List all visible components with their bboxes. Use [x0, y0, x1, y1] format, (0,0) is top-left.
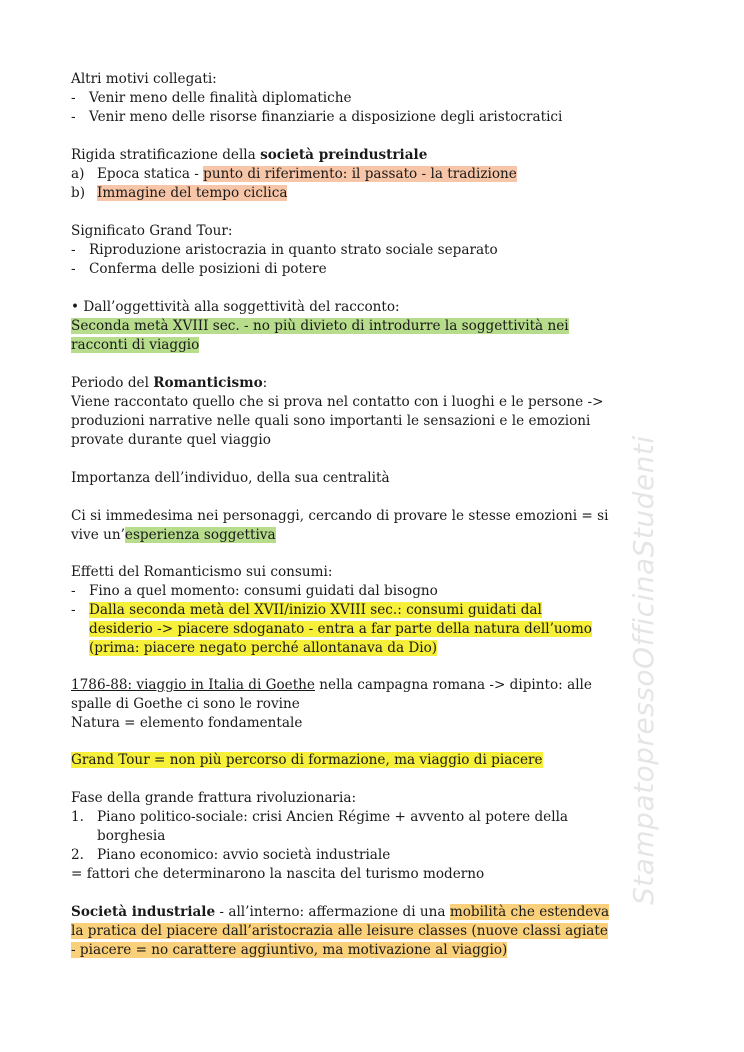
- paragraph-line: Importanza dell’individuo, della sua centralità: [71, 470, 390, 486]
- highlight-orange: Immagine del tempo ciclica: [97, 185, 288, 201]
- paragraph-line: Natura = elemento fondamentale: [71, 715, 303, 731]
- paragraph-line: = fattori che determinarono la nascita del turismo moderno: [71, 866, 485, 882]
- section-heading: Rigida stratificazione della società preindustriale: [71, 147, 428, 163]
- list-item: Fino a quel momento: consumi guidati dal bisogno: [89, 583, 438, 599]
- paragraph-line: produzioni narrative nelle quali sono importanti le sensazioni e le emozioni: [71, 413, 591, 429]
- highlight-yellow: Grand Tour = non più percorso di formazione, ma viaggio di piacere: [71, 752, 543, 768]
- list-item: Venir meno delle risorse finanziarie a disposizione degli aristocratici: [89, 109, 563, 125]
- list-marker: 2.: [71, 847, 84, 863]
- bullet-marker: -: [71, 90, 76, 106]
- bold-term: Romanticismo: [153, 375, 263, 391]
- paragraph-line: [71, 751, 543, 770]
- section-heading: • Dall’oggettività alla soggettività del racconto:: [71, 299, 400, 315]
- list-item: Conferma delle posizioni di potere: [89, 261, 327, 277]
- list-item: [97, 184, 287, 203]
- list-marker: 1.: [71, 809, 84, 825]
- list-item: [89, 601, 542, 620]
- list-item: Venir meno delle finalità diplomatiche: [89, 90, 352, 106]
- list-item: Epoca statica - punto di riferimento: il passato - la tradizione: [97, 166, 517, 182]
- highlight-green: racconti di viaggio: [71, 337, 200, 353]
- highlight-yellow: Dalla seconda metà del XVII/inizio XVIII sec.: consumi guidati dal: [89, 602, 542, 618]
- highlight-green: Seconda metà XVIII sec. - no più divieto di introdurre la soggettività nei: [71, 318, 569, 334]
- list-marker: b): [71, 185, 86, 201]
- list-item-continuation: borghesia: [97, 828, 166, 844]
- paragraph-line: vive un’esperienza soggettiva: [71, 527, 276, 543]
- section-heading: Altri motivi collegati:: [71, 71, 217, 87]
- list-item-continuation: [89, 620, 592, 639]
- bold-term: Società industriale: [71, 904, 216, 920]
- bullet-marker: -: [71, 242, 76, 258]
- paragraph-line: [71, 922, 608, 941]
- bullet-marker: -: [71, 109, 76, 125]
- section-heading: Fase della grande frattura rivoluzionaria:: [71, 790, 357, 806]
- paragraph-line: [71, 941, 507, 960]
- paragraph-line: [71, 336, 199, 355]
- section-heading: Effetti del Romanticismo sui consumi:: [71, 564, 333, 580]
- bullet-marker: -: [71, 261, 76, 277]
- highlight-yellow: (prima: piacere negato perché allontanava da Dio): [89, 640, 438, 656]
- highlight-orange: mobilità che estendeva: [449, 904, 610, 920]
- paragraph-line: spalle di Goethe ci sono le rovine: [71, 696, 300, 712]
- bullet-marker: -: [71, 583, 76, 599]
- highlight-orange: punto di riferimento: il passato - la tradizione: [203, 166, 517, 182]
- bold-term: società preindustriale: [260, 147, 428, 163]
- list-marker: a): [71, 166, 85, 182]
- highlight-orange: la pratica del piacere dall’aristocrazia alle leisure classes (nuove classi agiate: [71, 923, 608, 939]
- paragraph-line: Ci si immedesima nei personaggi, cercando di provare le stesse emozioni = si: [71, 508, 609, 524]
- paragraph-line: Viene raccontato quello che si prova nel contatto con i luoghi e le persone ->: [71, 394, 604, 410]
- list-item: Riproduzione aristocrazia in quanto strato sociale separato: [89, 242, 498, 258]
- watermark: StampatopressoOfficinaStudenti: [627, 435, 660, 905]
- paragraph-line: Società industriale - all’interno: affermazione di una mobilità che estendeva: [71, 904, 610, 920]
- bullet-marker: -: [71, 602, 76, 618]
- list-item: Piano economico: avvio società industriale: [97, 847, 391, 863]
- section-heading: Periodo del Romanticismo:: [71, 375, 268, 391]
- list-item: Piano politico-sociale: crisi Ancien Régime + avvento al potere della: [97, 809, 569, 825]
- paragraph-line: provate durante quel viaggio: [71, 432, 271, 448]
- highlight-orange: - piacere = no carattere aggiuntivo, ma motivazione al viaggio): [71, 942, 508, 958]
- highlight-green: esperienza soggettiva: [124, 527, 276, 543]
- underlined-text: 1786-88: viaggio in Italia di Goethe: [71, 677, 315, 693]
- paragraph-line: [71, 317, 569, 336]
- list-item-continuation: [89, 639, 437, 658]
- section-heading: Significato Grand Tour:: [71, 223, 233, 239]
- paragraph-line: 1786-88: viaggio in Italia di Goethe nella campagna romana -> dipinto: alle: [71, 677, 592, 693]
- highlight-yellow: desiderio -> piacere sdoganato - entra a far parte della natura dell’uomo: [89, 621, 592, 637]
